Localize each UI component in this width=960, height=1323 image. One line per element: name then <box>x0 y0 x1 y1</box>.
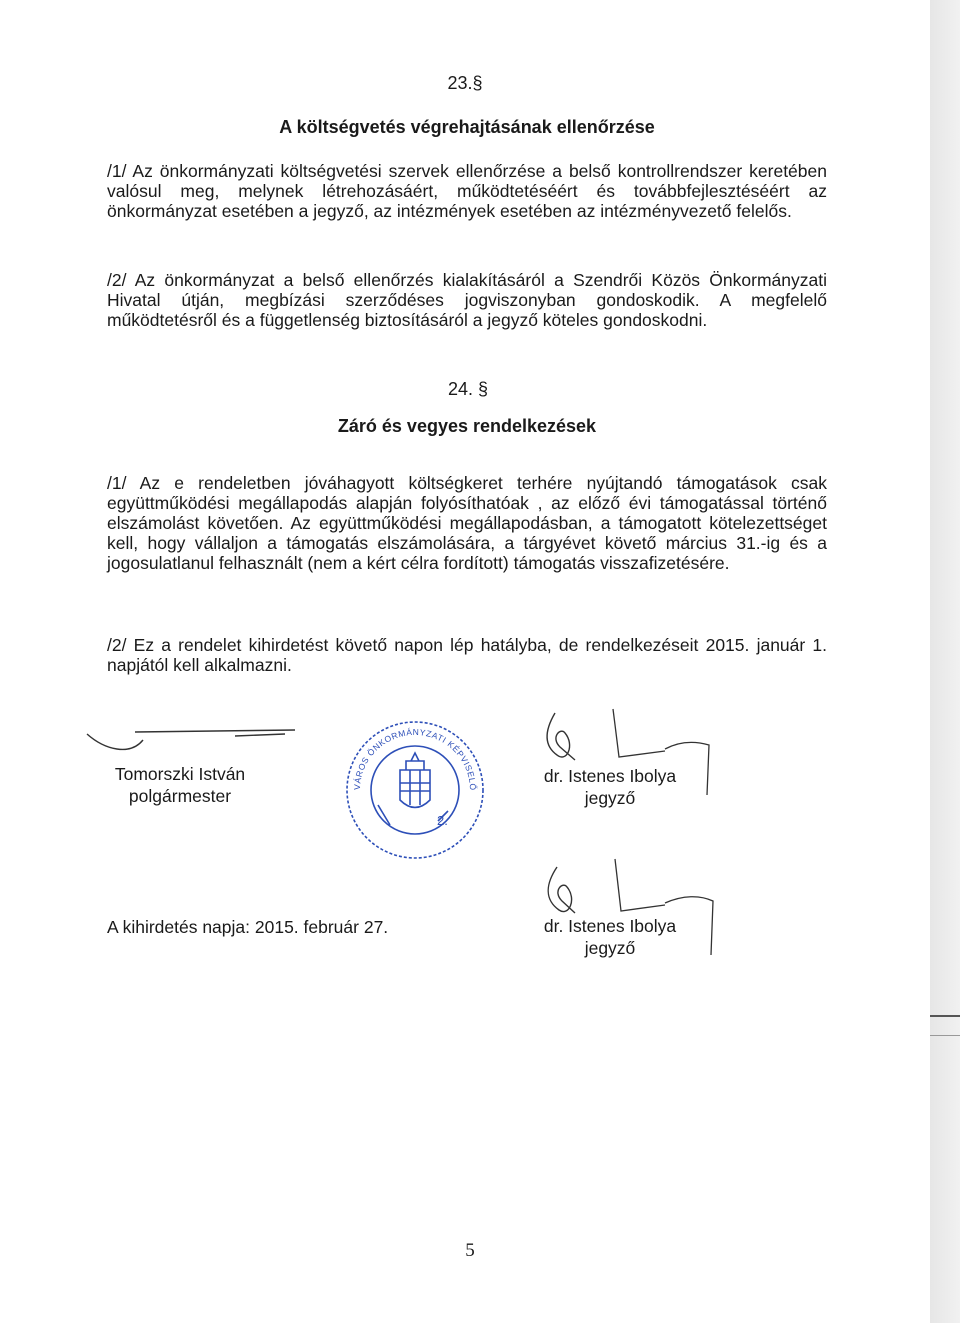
stamp-text: VÁROS ÖNKORMÁNYZATI KÉPVISELŐ-TESTÜLETE · SZENDRŐ · B.-A.-Z. MEGYE <box>336 707 479 791</box>
notary-name: dr. Istenes Ibolya <box>543 766 677 786</box>
mayor-signature <box>85 722 305 762</box>
promulgation-date: A kihirdetés napja: 2015. február 27. <box>107 917 389 937</box>
mayor-title: polgármester <box>128 786 232 806</box>
notary-2-title: jegyző <box>584 938 636 958</box>
scan-edge-mark <box>930 1015 960 1017</box>
official-stamp <box>336 707 490 865</box>
scan-edge-mark <box>930 1035 960 1036</box>
notary-2-name: dr. Istenes Ibolya <box>543 916 677 936</box>
mayor-name: Tomorszki István <box>114 764 246 784</box>
notary-title: jegyző <box>584 788 636 808</box>
scan-edge-strip <box>930 0 960 1323</box>
section-23-title: A költségvetés végrehajtásának ellenőrzése <box>279 117 655 137</box>
page-number: 5 <box>465 1240 475 1261</box>
section-23-number: 23.§ <box>447 73 483 93</box>
section-24-number: 24. § <box>447 379 489 399</box>
section-24-title: Záró és vegyes rendelkezések <box>337 416 597 436</box>
section-23-paragraph-2: /2/ Az önkormányzat a belső ellenőrzés kialakításáról a Szendrői Közös Önkormányzati Hivatal útján, megbízási szerződéses jogviszonyban gondoskodik. A megfelelő működtetésről és a függetlenség biztosításáról a jegyző köteles gondoskodni. <box>107 270 827 330</box>
stamp-number: 2. <box>437 813 448 828</box>
section-23-paragraph-1: /1/ Az önkormányzati költségvetési szervek ellenőrzése a belső kontrollrendszer keretében valósul meg, melynek létrehozásáért, működtetéséért és továbbfejlesztéséért az önkormányzat esetében a jegyző, az intézmények esetében az intézményvezető felelős. <box>107 161 827 221</box>
section-24-paragraph-2: /2/ Ez a rendelet kihirdetést követő napon lép hatályba, de rendelkezéseit 2015. január 1. napjától kell alkalmazni. <box>107 635 827 675</box>
section-24-paragraph-1: /1/ Az e rendeletben jóváhagyott költségkeret terhére nyújtandó támogatások csak együttműködési megállapodás alapján folyósíthatóak , az előző évi támogatással történő elszámolást követően. Az együttműködési megállapodásban, a támogatott kötelezettséget kell, hogy vállaljon a támogatás elszámolására, a tárgyévet követő március 31.-ig és a jogosulatlanul felhasznált (nem a kért célra fordított) támogatás visszafizetésére. <box>107 473 827 573</box>
